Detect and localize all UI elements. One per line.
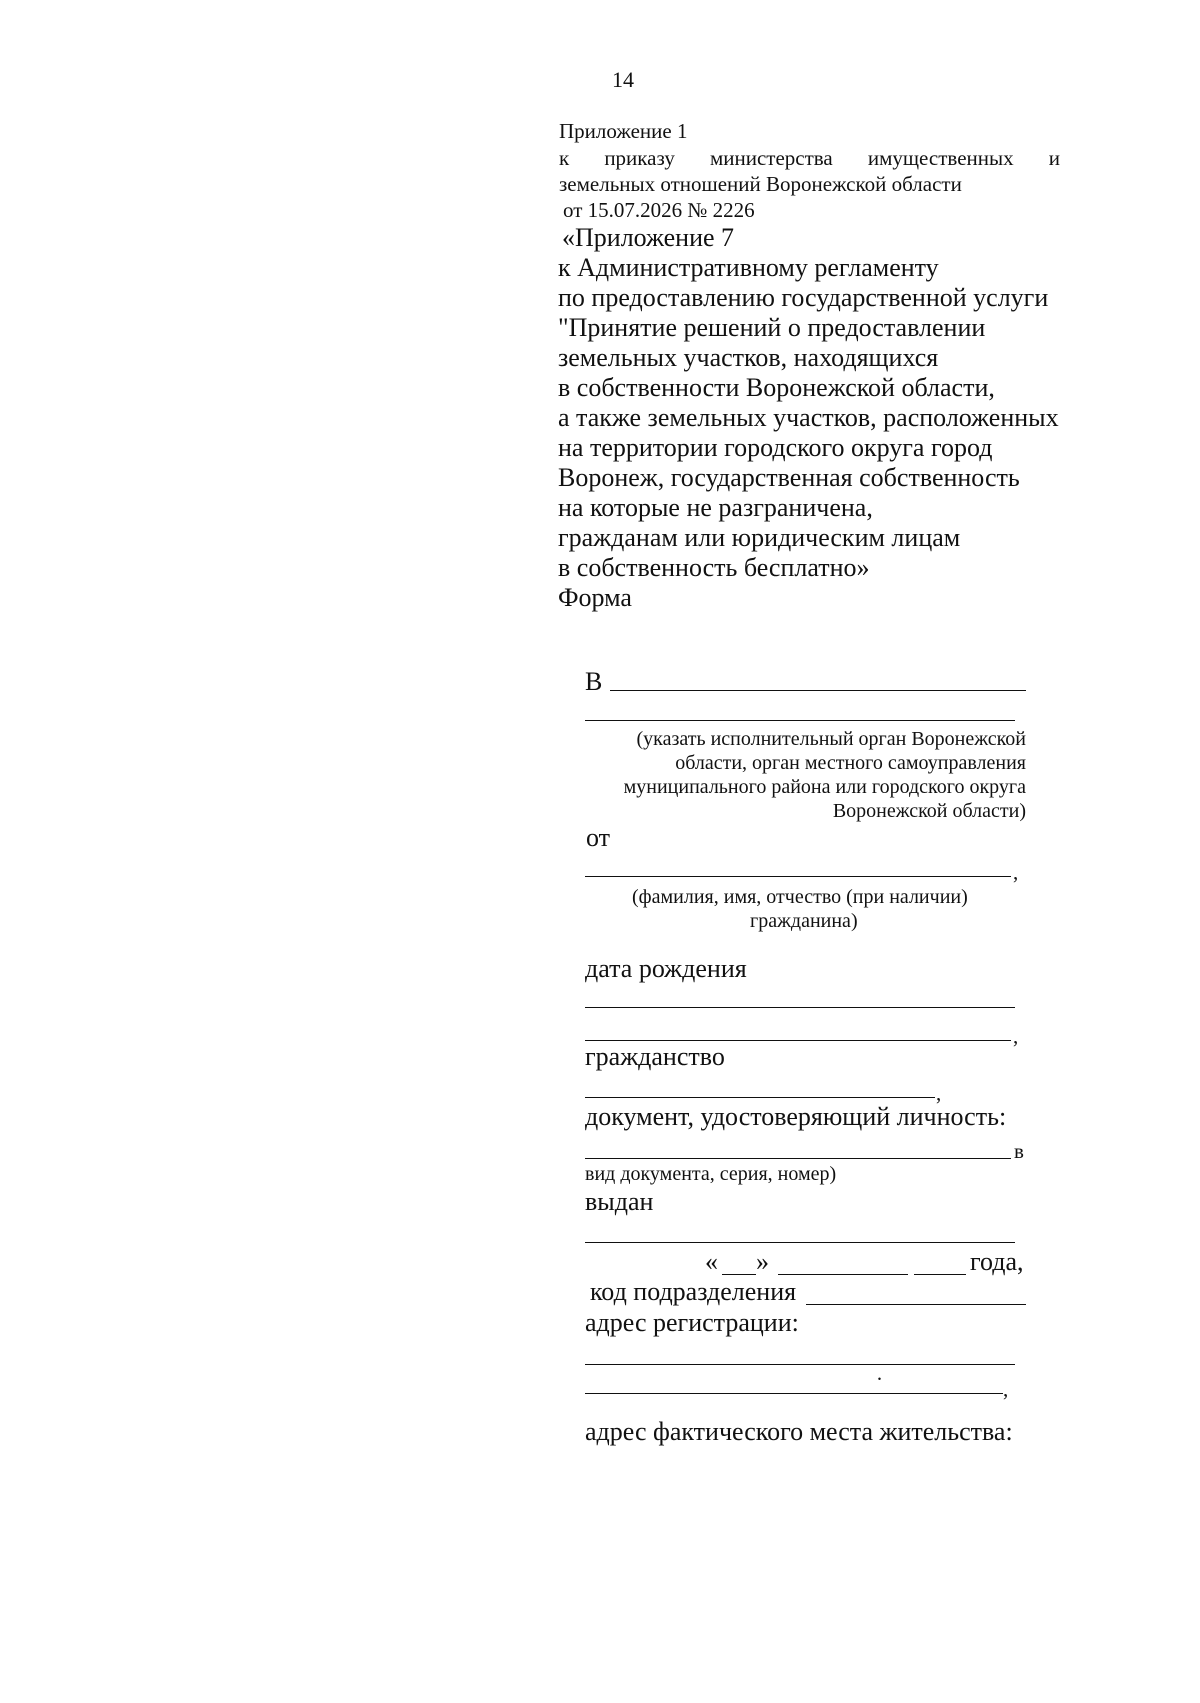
authority-note-line: Воронежской области) [832,800,1026,822]
form-label: Форма [558,583,632,612]
order-word: приказу [604,146,675,170]
authority-note-line: области, орган местного самоуправления [675,752,1026,774]
division-code-label: код подразделения [590,1277,797,1306]
order-word: и [1048,146,1060,170]
actual-address-label: адрес фактического места жительства: [585,1417,1013,1446]
authority-note-line: (указать исполнительный орган Воронежской [636,728,1026,750]
appendix7-line: по предоставлению государственной услуги [558,283,1049,312]
reg-address-label: адрес регистрации: [585,1308,799,1337]
issued-label: выдан [585,1187,654,1216]
comma: , [1003,1377,1009,1401]
page-number: 14 [612,67,634,92]
appendix7-line: в собственность бесплатно» [558,553,870,582]
month-fill-line[interactable] [778,1274,908,1275]
date-open-quote: « [705,1247,718,1276]
name-fill-line[interactable] [585,876,1011,877]
order-word: министерства [709,146,833,170]
reg-address-fill-line-2[interactable] [585,1393,1003,1394]
appendix7-line: "Принятие решений о предоставлении [558,313,986,342]
order-word: имущественных [867,146,1014,170]
reg-address-fill-line[interactable] [585,1364,1015,1365]
id-doc-fill-line[interactable] [585,1158,1011,1159]
year-label: года, [970,1247,1024,1276]
order-line2: земельных отношений Воронежской области [559,172,962,196]
from-label: от [586,823,611,852]
appendix7-line: гражданам или юридическим лицам [558,523,961,552]
name-note-line: (фамилия, имя, отчество (при наличии) [632,886,968,908]
id-doc-note: вид документа, серия, номер) [585,1163,837,1185]
dot-mark: · [876,1367,883,1391]
appendix7-line: «Приложение 7 [562,223,735,252]
order-line1 [559,145,1060,172]
birth-date-fill-line[interactable] [585,1007,1015,1008]
appendix7-line: земельных участков, находящихся [558,343,939,372]
comma: , [1013,1024,1019,1048]
date-close-quote: » [756,1247,769,1276]
division-code-fill-line[interactable] [806,1304,1026,1305]
issued-fill-line[interactable] [585,1242,1015,1243]
order-word: к [559,146,570,170]
appendix7-line: на территории городского округа город [558,433,993,462]
birth-date-label: дата рождения [585,954,747,983]
id-doc-suffix: в [1014,1139,1024,1163]
day-fill-line[interactable] [722,1274,756,1275]
comma: , [936,1081,942,1105]
appendix1-title: Приложение 1 [559,119,688,143]
appendix7-line: на которые не разграничена, [558,493,873,522]
id-doc-label: документ, удостоверяющий личность: [585,1102,1007,1131]
year-fill-line[interactable] [914,1274,966,1275]
appendix7-line: Воронеж, государственная собственность [558,463,1020,492]
citizenship-label: гражданство [585,1042,725,1071]
authority-note-line: муниципального района или городского округа [623,776,1026,798]
appendix7-line: к Административному регламенту [558,253,939,282]
to-label: В [585,667,603,696]
to-fill-line-2[interactable] [585,720,1015,721]
order-date: от 15.07.2026 № 2226 [563,198,755,222]
name-note-line: гражданина) [750,910,858,932]
appendix7-line: в собственности Воронежской области, [558,373,995,402]
citizenship-fill-line[interactable] [585,1097,935,1098]
appendix7-line: а также земельных участков, расположенных [558,403,1059,432]
comma: , [1013,860,1019,884]
to-fill-line[interactable] [610,690,1026,691]
